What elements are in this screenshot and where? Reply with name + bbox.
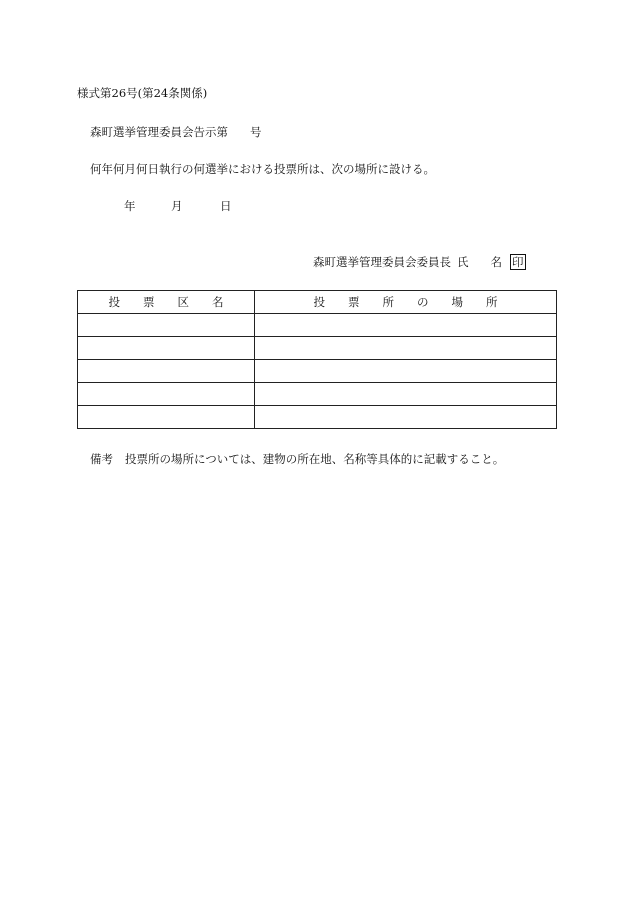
- date-day: 日: [220, 199, 232, 213]
- notice-suffix: 号: [250, 125, 262, 139]
- table-row: [78, 360, 557, 383]
- name-label-2: 名: [490, 255, 502, 269]
- table-header-row: [78, 291, 557, 314]
- date-month: 月: [171, 199, 183, 213]
- station-location-cell[interactable]: [255, 406, 557, 429]
- notice-number: [90, 124, 262, 140]
- district-name-cell[interactable]: [78, 314, 255, 337]
- station-location-cell[interactable]: [255, 383, 557, 406]
- remark-label: 備考: [90, 452, 113, 466]
- header-station-location: 投 票 所 の 場 所: [255, 291, 557, 314]
- table-row: [78, 337, 557, 360]
- notice-body: 何年何月何日執行の何選挙における投票所は、次の場所に設ける。: [90, 162, 435, 176]
- header-district-name: 投 票 区 名: [78, 291, 255, 314]
- table-row: [78, 406, 557, 429]
- notice-prefix: 森町選挙管理委員会告示第: [90, 125, 228, 139]
- table-row: [78, 314, 557, 337]
- polling-station-table: [77, 290, 557, 429]
- district-name-cell[interactable]: [78, 337, 255, 360]
- form-label: 様式第26号(第24条関係): [77, 86, 208, 100]
- district-name-cell[interactable]: [78, 360, 255, 383]
- seal-box: 印: [512, 255, 524, 269]
- remark-line: [90, 451, 504, 467]
- table-row: [78, 383, 557, 406]
- name-label-1: 氏: [457, 255, 469, 269]
- station-location-cell[interactable]: [255, 314, 557, 337]
- committee-chair-title: 森町選挙管理委員会委員長: [313, 255, 451, 269]
- station-location-cell[interactable]: [255, 337, 557, 360]
- remark-text: 投票所の場所については、建物の所在地、名称等具体的に記載すること。: [125, 452, 505, 466]
- district-name-cell[interactable]: [78, 383, 255, 406]
- signature-line: [313, 254, 526, 270]
- district-name-cell[interactable]: [78, 406, 255, 429]
- station-location-cell[interactable]: [255, 360, 557, 383]
- date-year: 年: [124, 199, 136, 213]
- date-line: [124, 198, 232, 214]
